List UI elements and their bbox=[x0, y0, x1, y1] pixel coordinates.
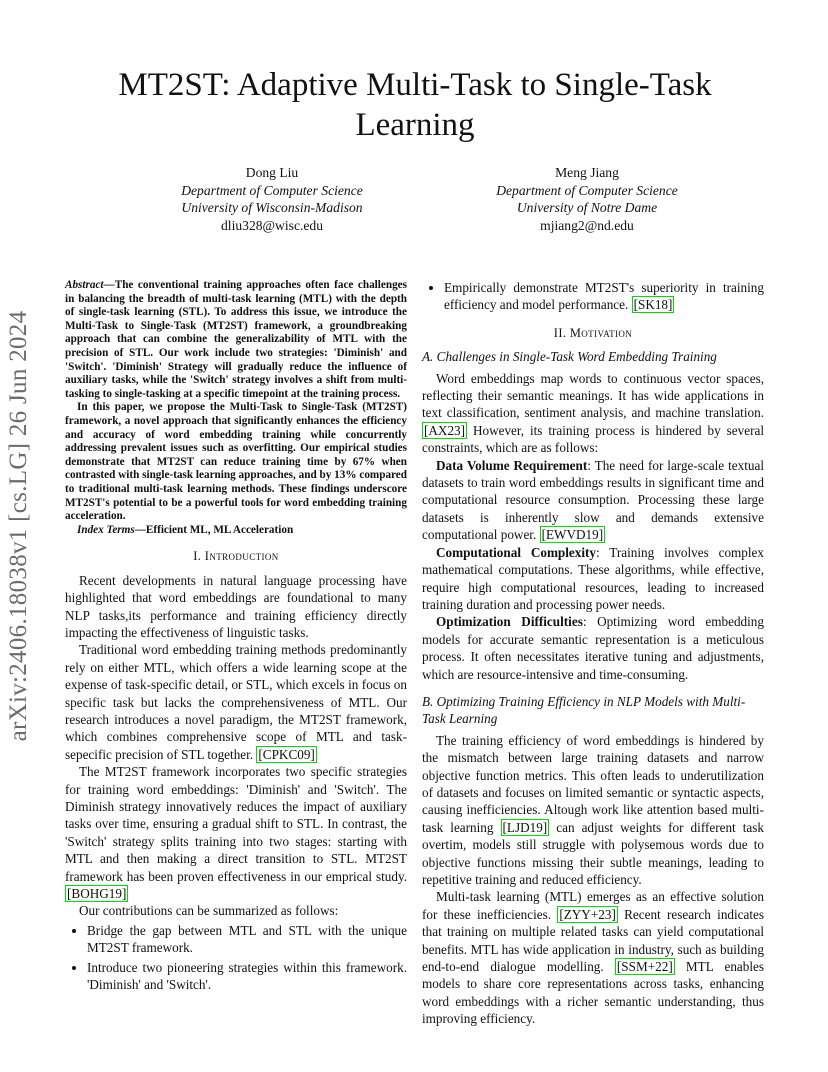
abstract-paragraph-1: Abstract—The conventional training approaches often face challenges in balancing the breadth of multi-task learning (MTL) with the depth of single-task learning (STL). To address this issue, we introduce the Multi-Task to Single-Task (MT2ST) framework, a groundbreaking approach that can combine the generalizability of MTL with the precision of STL. Our work include two strategies: 'Diminish' and 'Switch'. 'Diminish' Strategy will gradually reduce the influence of auxiliary tasks, while the 'Switch' strategy involves a shift from multi-tasking to single-tasking at a specific timepoint at the training process. bbox=[65, 279, 407, 400]
author-block-1 bbox=[142, 164, 402, 234]
author-department: Department of Computer Science bbox=[181, 182, 363, 198]
list-item: • Bridge the gap between MTL and STL with the unique MT2ST framework. bbox=[87, 922, 407, 957]
intro-paragraph-2: Traditional word embedding training methods predominantly rely on either MTL, which offers a wide learning scope at the expense of task-specific detail, or STL, which excels in focus on specific task but lacks the comprehensiveness of MTL. Our research introduces a novel paradigm, the MT2ST framework, which combines comprehensive scope of MTL and task-sepecific precision of STL together. [CPKC09] bbox=[65, 642, 407, 762]
citation-link[interactable]: [ZYY+23] bbox=[559, 906, 616, 922]
list-item: • Introduce two pioneering strategies within this framework. 'Diminish' and 'Switch'. bbox=[87, 959, 407, 994]
left-column bbox=[65, 279, 407, 995]
intro-paragraph-1: Recent developments in natural language processing have highlighted that word embeddings are foundational to many NLP tasks,its performance and training efficiency directly impacting the effectiveness of linguistic tasks. bbox=[65, 572, 407, 640]
arxiv-side-identifier: arXiv:2406.18038v1 [cs.LG] 26 Jun 2024 bbox=[5, 310, 32, 742]
intro-paragraph-3: The MT2ST framework incorporates two specific strategies for training word embeddings: 'Diminish' and 'Switch'. The Diminish strategy innovatively reduces the impact of auxiliary tasks over time, ensuring a gradual shift to STL. In contrast, the 'Switch' strategy splits training into two stages: starting with MTL and then making a direct transition to STL. MT2ST framework has been proven effectiveness in our emprical study. [BOHG19] bbox=[65, 764, 407, 901]
motivation-a-paragraph-1: Word embeddings map words to continuous vector spaces, reflecting their semantic meanings. It has wide applications in text classification, sentiment analysis, and machine translation. [AX23] However, its training process is hindered by several constraints, which are as follows: bbox=[422, 370, 764, 456]
right-column bbox=[422, 279, 764, 1028]
contributions-list bbox=[65, 922, 407, 994]
abstract-paragraph-2: In this paper, we propose the Multi-Task to Single-Task (MT2ST) framework, a novel approach that significantly enhances the efficiency and accuracy of word embedding training while concurrently addressing prevalent issues such as overfitting. Our empirical studies demonstrate that MT2ST can reduce training time by 67% when contrasted with single-task learning approaches, and by 13% compared to traditional multi-task learning methods. These findings underscore MT2ST's potential to be a powerful tools for word embedding training acceleration. bbox=[65, 401, 407, 523]
motivation-b-paragraph-2: Multi-task learning (MTL) emerges as an effective solution for these inefficiencies. [ZYY+23] Recent research indicates that training on multiple related tasks can yield computational benefits. MTL has wide application in industry, such as building end-to-end dialogue modelling. [SSM+22] MTL enables models to share core representations across tasks, enhancing word embeddings with a richer semantic understanding, thus improving efficiency. bbox=[422, 889, 765, 1027]
citation-link[interactable]: [BOHG19] bbox=[67, 886, 127, 901]
data-volume-paragraph: Data Volume Requirement: The need for large-scale textual datasets to train word embeddings results in significant time and computational resource consumption. Processing these large datasets is inherently slow and demands extensive computational power. [EWVD19] bbox=[422, 457, 764, 543]
author-email: dliu328@wisc.edu bbox=[221, 217, 323, 233]
motivation-b-paragraph-1: The training efficiency of word embeddings is hindered by the mismatch between large training datasets and narrow objective function metrics. This often leads to underutilization of datasets and focuses on limited semantic or syntactic aspects, causing inefficiencies. Altough work like attention based multi-task learning [LJD19] can adjust weights for different task overtim, models still struggle with polysemous words due to objective functions missing their subtle meanings, leading to repetitive training and reduced efficiency. bbox=[422, 732, 764, 887]
citation-link[interactable]: [SSM+22] bbox=[616, 959, 673, 975]
author-block-2 bbox=[457, 164, 717, 234]
author-name: Dong Liu bbox=[245, 165, 299, 180]
citation-link[interactable]: [SK18] bbox=[633, 297, 673, 313]
term-label: Computational Complexity bbox=[436, 544, 597, 560]
citation-link[interactable]: [EWVD19] bbox=[541, 527, 604, 543]
citation-link[interactable]: [LJD19] bbox=[502, 819, 548, 835]
term-label: Optimization Difficulties bbox=[436, 614, 583, 630]
optimization-difficulties-paragraph: Optimization Difficulties: Optimizing word embedding models for accurate semantic representation is a meticulous process. It often necessitates iterative tuning and adjustments, which are resource-intensive and time-consuming. bbox=[422, 614, 764, 682]
computational-complexity-paragraph: Computational Complexity: Training involves complex mathematical computations. These algorithms, while effective, require high computational resources, leading to increased training duration and processing power needs. bbox=[422, 544, 764, 612]
subsection-heading-b: B. Optimizing Training Efficiency in NLP Models with Multi-Task Learning bbox=[422, 693, 746, 727]
author-name: Meng Jiang bbox=[555, 165, 619, 180]
author-university: University of Notre Dame bbox=[516, 200, 658, 215]
subsection-heading-a: A. Challenges in Single-Task Word Embedding Training bbox=[422, 349, 717, 365]
index-terms-label: Index Terms bbox=[77, 523, 135, 536]
citation-link[interactable]: [CPKC09] bbox=[258, 746, 315, 762]
abstract-label: Abstract bbox=[65, 279, 104, 291]
section-heading-introduction: I. Introduction bbox=[193, 549, 279, 564]
author-email: mjiang2@nd.edu bbox=[540, 217, 634, 233]
citation-link[interactable]: [AX23] bbox=[424, 422, 466, 438]
section-heading-motivation: II. Motivation bbox=[553, 325, 633, 340]
list-item: • Empirically demonstrate MT2ST's superiority in training efficiency and model performance. [SK18] bbox=[444, 279, 764, 314]
index-terms: Index Terms—Efficient ML, ML Acceleration bbox=[77, 523, 294, 536]
author-department: Department of Computer Science bbox=[496, 182, 678, 198]
intro-paragraph-4: Our contributions can be summarized as follows: bbox=[79, 903, 339, 919]
author-university: University of Wisconsin-Madison bbox=[181, 200, 363, 215]
contributions-list-continued bbox=[422, 279, 764, 314]
term-label: Data Volume Requirement bbox=[436, 457, 588, 473]
paper-title: MT2ST: Adaptive Multi-Task to Single-Task Learning bbox=[118, 67, 712, 143]
